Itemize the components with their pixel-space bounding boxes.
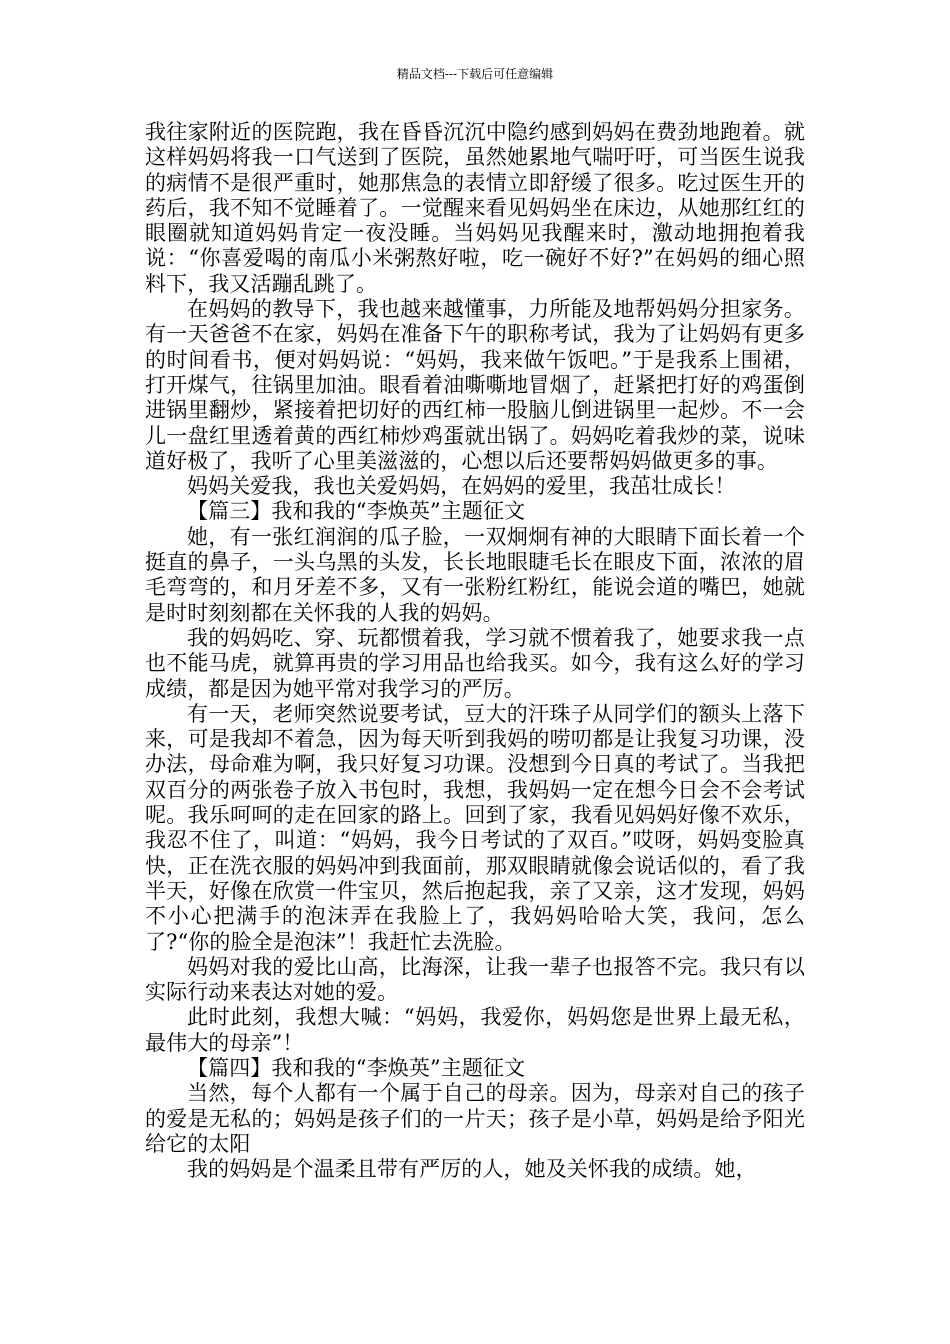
paragraph: 我的妈妈是个温柔且带有严厉的人，她及关怀我的成绩。她，: [187, 1157, 757, 1182]
paragraph: 有一天，老师突然说要考试，豆大的汗珠子从同学们的额头上落下来，可是我却不着急，因为每天听到我妈的唠叨都是让我复习功课，没办法，母命难为啊，我只好复习功课。没想到今日真的考试了。当我把双百分的两张卷子放入书包时，我想，我妈妈一定在想今日会不会考试呢。我乐呵呵的走在回家的路上。回到了家，我看见妈妈好像不欢乐，我忍不住了，叫道：“妈妈，我今日考试的了双百。”哎呀，妈妈变脸真快，正在洗衣服的妈妈冲到我面前，那双眼睛就像会说话似的，看了我半天，好像在欣赏一件宝贝，然后抱起我，亲了又亲，这才发现，妈妈不小心把满手的泡沫弄在我脸上了，我妈妈哈哈大笑，我问，怎么了?“你的脸全是泡沫”！我赶忙去洗脸。: [145, 701, 805, 954]
document-body: [145, 120, 805, 1182]
paragraph: 此时此刻，我想大喊：“妈妈，我爱你，妈妈您是世界上最无私，最伟大的母亲”！: [145, 1005, 805, 1055]
paragraph: 妈妈对我的爱比山高，比海深，让我一辈子也报答不完。我只有以实际行动来表达对她的爱。: [145, 954, 805, 1005]
paragraph: 当然，每个人都有一个属于自己的母亲。因为，母亲对自己的孩子的爱是无私的；妈妈是孩子们的一片天；孩子是小草，妈妈是给予阳光给它的太阳: [145, 1081, 805, 1156]
paragraph: 妈妈关爱我，我也关爱妈妈，在妈妈的爱里，我茁壮成长！: [187, 474, 736, 499]
paragraph: 她，有一张红润润的瓜子脸，一双炯炯有神的大眼睛下面长着一个挺直的鼻子，一头乌黑的头发，长长地眼睫毛长在眼皮下面，浓浓的眉毛弯弯的，和月牙差不多，又有一张粉红粉红，能说会道的嘴巴，她就是时时刻刻都在关怀我的人我的妈妈。: [145, 524, 805, 625]
section-heading: 【篇三】我和我的“李焕英”主题征文: [187, 499, 526, 524]
section-heading: 【篇四】我和我的“李焕英”主题征文: [187, 1055, 526, 1080]
paragraph: 我的妈妈吃、穿、玩都惯着我，学习就不惯着我了，她要求我一点也不能马虎，就算再贵的学习用品也给我买。如今，我有这么好的学习成绩，都是因为她平常对我学习的严厉。: [145, 625, 805, 701]
page-header: 精品文档---下载后可任意编辑: [396, 67, 554, 81]
paragraph: 我往家附近的医院跑，我在昏昏沉沉中隐约感到妈妈在费劲地跑着。就这样妈妈将我一口气送到了医院，虽然她累地气喘吁吁，可当医生说我的病情不是很严重时，她那焦急的表情立即舒缓了很多。吃过医生开的药后，我不知不觉睡着了。一觉醒来看见妈妈坐在床边，从她那红红的眼圈就知道妈妈肯定一夜没睡。当妈妈见我醒来时，激动地拥抱着我说：“你喜爱喝的南瓜小米粥熬好啦，吃一碗好不好?”在妈妈的细心照料下，我又活蹦乱跳了。: [145, 120, 805, 296]
paragraph: 在妈妈的教导下，我也越来越懂事，力所能及地帮妈妈分担家务。有一天爸爸不在家，妈妈在准备下午的职称考试，我为了让妈妈有更多的时间看书，便对妈妈说：“妈妈，我来做午饭吧。”于是我系上围裙，打开煤气，往锅里加油。眼看着油嘶嘶地冒烟了，赶紧把打好的鸡蛋倒进锅里翻炒，紧接着把切好的西红柿一股脑儿倒进锅里一起炒。不一会儿一盘红里透着黄的西红柿炒鸡蛋就出锅了。妈妈吃着我炒的菜，说味道好极了，我听了心里美滋滋的，心想以后还要帮妈妈做更多的事。: [145, 297, 805, 473]
